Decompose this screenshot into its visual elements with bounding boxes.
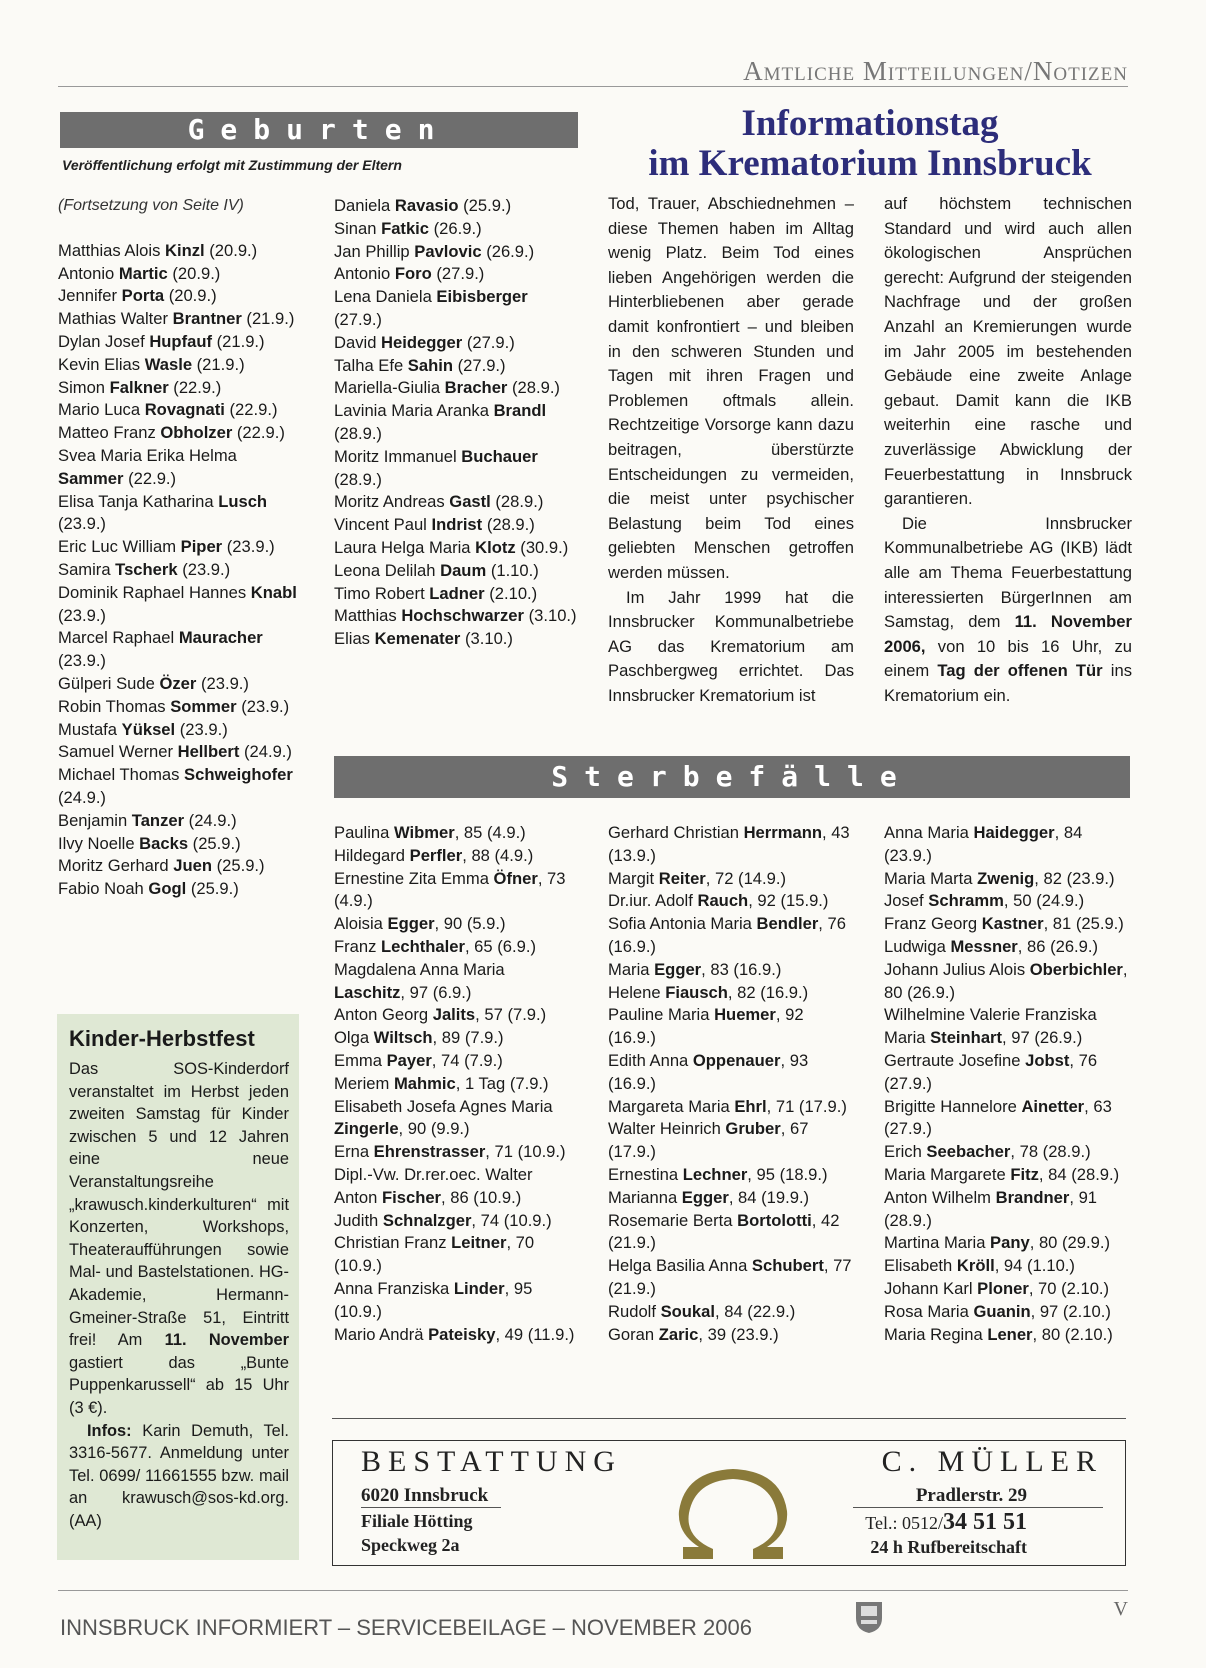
- footer-rule: [58, 1590, 1128, 1591]
- death-entry: Rudolf Soukal, 84 (22.9.): [608, 1301, 796, 1321]
- death-entry: Anton Wilhelm Brandner, 91 (28.9.): [884, 1187, 1098, 1230]
- page-number: V: [1113, 1598, 1128, 1620]
- birth-entry: Jennifer Porta (20.9.): [58, 286, 217, 306]
- death-entry: Margit Reiter, 72 (14.9.): [608, 868, 787, 888]
- birth-entry: Elisa Tanja Katharina Lusch (23.9.): [58, 491, 268, 534]
- article-paragraph: auf höchstem technischen Standard und wird auch allen ökologischen Ansprüchen gerecht: Aufgrund der steigenden Nachfrage und der großen Anzahl an Kremierungen wurde im Jahr 2005 im bestehenden Gebäude eine zweite Anlage gebaut. Damit kann die IKB weiterhin eine rasche und zuverlässige Abwicklung der Feuerbestattung in Innsbruck garantieren.: [884, 194, 1132, 509]
- death-entry: Sofia Antonia Maria Bendler, 76 (16.9.): [608, 914, 846, 956]
- ad-filiale-street: Speckweg 2a: [361, 1535, 460, 1555]
- death-entry: Ernestine Zita Emma Öfner, 73 (4.9.): [334, 868, 566, 911]
- birth-entry: Mathias Walter Brantner (21.9.): [58, 309, 295, 329]
- birth-entry: Antonio Foro (27.9.): [334, 264, 485, 284]
- death-entry: Christian Franz Leitner, 70 (10.9.): [334, 1233, 535, 1276]
- death-entry: Hildegard Perfler, 88 (4.9.): [334, 845, 534, 865]
- death-entry: Ernestina Lechner, 95 (18.9.): [608, 1164, 828, 1184]
- birth-entry: Svea Maria Erika Helma Sammer (22.9.): [58, 445, 237, 488]
- death-entry: Emma Payer, 74 (7.9.): [334, 1050, 503, 1070]
- birth-entry: Dominik Raphael Hannes Knabl (23.9.): [58, 582, 297, 625]
- crest-icon: [854, 1600, 884, 1634]
- birth-entry: Jan Phillip Pavlovic (26.9.): [334, 241, 535, 261]
- death-entry: Pauline Maria Huemer, 92 (16.9.): [608, 1005, 804, 1048]
- birth-entry: Leona Delilah Daum (1.10.): [334, 560, 539, 580]
- birth-entry: Lena Daniela Eibisberger (27.9.): [334, 287, 528, 329]
- birth-entry: Marcel Raphael Mauracher (23.9.): [58, 628, 263, 671]
- ad-brand-left: BESTATTUNG: [361, 1445, 622, 1478]
- death-entry: Johann Karl Ploner, 70 (2.10.): [884, 1278, 1110, 1298]
- birth-entry: Michael Thomas Schweighofer (24.9.): [58, 765, 293, 807]
- death-entry: Aloisia Egger, 90 (5.9.): [334, 914, 506, 934]
- death-entry: Judith Schnalzger, 74 (10.9.): [334, 1210, 552, 1230]
- ad-service: 24 h Rufbereitschaft: [870, 1537, 1027, 1557]
- birth-entry: David Heidegger (27.9.): [334, 332, 515, 352]
- death-entry: Walter Heinrich Gruber, 67 (17.9.): [608, 1119, 809, 1162]
- death-entry: Gertraute Josefine Jobst, 76 (27.9.): [884, 1050, 1098, 1093]
- death-entry: Martina Maria Pany, 80 (29.9.): [884, 1233, 1110, 1253]
- birth-entry: Mario Luca Rovagnati (22.9.): [58, 400, 278, 420]
- geburten-column-2: [334, 195, 578, 651]
- birth-entry: Fabio Noah Gogl (25.9.): [58, 879, 239, 899]
- death-entry: Erna Ehrenstrasser, 71 (10.9.): [334, 1142, 566, 1162]
- birth-entry: Robin Thomas Sommer (23.9.): [58, 696, 290, 716]
- geburten-column-1: [58, 195, 302, 901]
- birth-entry: Samira Tscherk (23.9.): [58, 559, 231, 579]
- ad-city: 6020 Innsbruck: [361, 1485, 489, 1506]
- birth-entry: Antonio Martic (20.9.): [58, 263, 221, 283]
- sterbefaelle-heading: Sterbefälle: [334, 756, 1130, 798]
- death-entry: Anna Maria Haidegger, 84 (23.9.): [884, 823, 1083, 865]
- death-entry: Elisabeth Josefa Agnes Maria Zingerle, 90 (9.9.): [334, 1096, 553, 1139]
- bestattung-ad: [332, 1440, 1126, 1566]
- death-entry: Maria Margarete Fitz, 84 (28.9.): [884, 1164, 1120, 1184]
- death-entry: Goran Zaric, 39 (23.9.): [608, 1324, 779, 1344]
- death-entry: Maria Egger, 83 (16.9.): [608, 959, 782, 979]
- death-entry: Gerhard Christian Herrmann, 43 (13.9.): [608, 823, 850, 865]
- omega-logo-icon: [663, 1467, 803, 1563]
- ad-street: Pradlerstr. 29: [915, 1485, 1027, 1506]
- geburten-subline: Veröffentlichung erfolgt mit Zustimmung der Eltern: [62, 157, 402, 173]
- death-entry: Maria Regina Lener, 80 (2.10.): [884, 1324, 1113, 1344]
- article-column-2: [884, 192, 1132, 708]
- birth-entry: Timo Robert Ladner (2.10.): [334, 583, 538, 603]
- birth-entry: Simon Falkner (22.9.): [58, 377, 222, 397]
- death-entry: Rosemarie Berta Bortolotti, 42 (21.9.): [608, 1210, 840, 1253]
- ad-rule-left: [361, 1507, 501, 1508]
- death-entry: Olga Wiltsch, 89 (7.9.): [334, 1028, 504, 1048]
- death-entry: Brigitte Hannelore Ainetter, 63 (27.9.): [884, 1096, 1112, 1139]
- death-entry: Franz Lechthaler, 65 (6.9.): [334, 936, 536, 956]
- article-column-1: [608, 192, 854, 708]
- death-entry: Marianna Egger, 84 (19.9.): [608, 1187, 810, 1207]
- article-paragraph-invitation: Die Innsbrucker Kommunalbetriebe AG (IKB) lädt alle am Thema Feuerbestattung interessierten BürgerInnen am Samstag, dem 11. November 2006, von 10 bis 16 Uhr, zu einem Tag der offenen Tür ins Krematorium ein.: [884, 513, 1133, 705]
- death-entry: Meriem Mahmic, 1 Tag (7.9.): [334, 1073, 549, 1093]
- article-paragraph: Im Jahr 1999 hat die Innsbrucker Kommunalbetriebe AG das Krematorium am Paschbergweg errichtet. Das Innsbrucker Krematorium ist: [608, 587, 854, 705]
- birth-entry: Ilvy Noelle Backs (25.9.): [58, 833, 241, 853]
- birth-entry: Moritz Gerhard Juen (25.9.): [58, 856, 265, 876]
- death-entry: Wilhelmine Valerie Franziska Maria Steinhart, 97 (26.9.): [884, 1005, 1097, 1048]
- death-entry: Mario Andrä Pateisky, 49 (11.9.): [334, 1324, 575, 1344]
- death-entry: Anna Franziska Linder, 95 (10.9.): [334, 1278, 533, 1321]
- birth-entry: Elias Kemenater (3.10.): [334, 629, 513, 649]
- birth-entry: Talha Efe Sahin (27.9.): [334, 355, 506, 375]
- section-title: Amtliche Mitteilungen/Notizen: [743, 56, 1128, 86]
- death-entry: Maria Marta Zwenig, 82 (23.9.): [884, 868, 1115, 888]
- sterbefaelle-column-2: [608, 822, 854, 1346]
- death-entry: Franz Georg Kastner, 81 (25.9.): [884, 914, 1124, 934]
- death-entry: Magdalena Anna Maria Laschitz, 97 (6.9.): [334, 959, 505, 1002]
- page-header: [58, 52, 1128, 87]
- birth-entry: Eric Luc William Piper (23.9.): [58, 537, 275, 557]
- death-entry: Dipl.-Vw. Dr.rer.oec. Walter Anton Fischer, 86 (10.9.): [334, 1164, 533, 1207]
- birth-entry: Dylan Josef Hupfauf (21.9.): [58, 331, 265, 351]
- birth-entry: Lavinia Maria Aranka Brandl (28.9.): [334, 401, 547, 443]
- footer-text: INNSBRUCK INFORMIERT – SERVICEBEILAGE – NOVEMBER 2006: [60, 1615, 752, 1640]
- ad-rule-right: [853, 1507, 1103, 1508]
- birth-entry: Sinan Fatkic (26.9.): [334, 218, 482, 238]
- death-entry: Edith Anna Oppenauer, 93 (16.9.): [608, 1050, 809, 1093]
- birth-entry: Daniela Ravasio (25.9.): [334, 196, 512, 215]
- birth-entry: Mustafa Yüksel (23.9.): [58, 719, 228, 739]
- birth-entry: Moritz Andreas Gastl (28.9.): [334, 492, 544, 512]
- death-entry: Helga Basilia Anna Schubert, 77 (21.9.): [608, 1256, 852, 1298]
- birth-entry: Mariella-Giulia Bracher (28.9.): [334, 378, 560, 398]
- ad-filiale: Filiale Hötting: [361, 1511, 473, 1531]
- article-title: [600, 104, 1140, 184]
- ad-brand-right: C. MÜLLER: [881, 1445, 1103, 1478]
- geburten-heading: Geburten: [60, 112, 578, 148]
- birth-entry: Gülperi Sude Özer (23.9.): [58, 673, 249, 693]
- birth-entry: Laura Helga Maria Klotz (30.9.): [334, 537, 569, 557]
- box-title: Kinder-Herbstfest: [69, 1026, 255, 1051]
- death-entry: Dr.iur. Adolf Rauch, 92 (15.9.): [608, 891, 829, 911]
- death-entry: Helene Fiausch, 82 (16.9.): [608, 982, 809, 1002]
- death-entry: Paulina Wibmer, 85 (4.9.): [334, 823, 526, 842]
- birth-entry: Matthias Hochschwarzer (3.10.): [334, 606, 577, 626]
- death-entry: Margareta Maria Ehrl, 71 (17.9.): [608, 1096, 847, 1116]
- birth-entry: Benjamin Tanzer (24.9.): [58, 810, 237, 830]
- box-text: Das SOS-Kinderdorf veranstaltet im Herbst jeden zweiten Samstag für Kinder zwischen 5 und 12 Jahren eine neue Veranstaltungsreihe „krawusch.kinderkulturen“ mit Konzerten, Workshops, Theateraufführungen sowie Mal- und Bastelstationen. HG-Akademie, Hermann-Gmeiner-Straße 51, Eintritt frei! Am 11. November gastiert das „Bunte Puppenkarussell“ ab 15 Uhr (3 €). Infos: Karin Demuth, Tel. 3316-5677. Anmeldung unter Tel. 0699/ 11661555 bzw. mail an krawusch@sos-kd.org. (AA): [69, 1060, 289, 1530]
- sterbefaelle-column-3: [884, 822, 1132, 1346]
- death-entry: Elisabeth Kröll, 94 (1.10.): [884, 1256, 1075, 1276]
- death-entry: Rosa Maria Guanin, 97 (2.10.): [884, 1301, 1111, 1321]
- death-entry: Anton Georg Jalits, 57 (7.9.): [334, 1005, 547, 1025]
- article-paragraph: Tod, Trauer, Abschiednehmen – diese Themen haben im Alltag wenig Platz. Beim Tod eines lieben Angehörigen werden die Hinterbliebenen aber gerade damit konfrontiert – und bleiben in den schweren Stunden und Tagen mit ihren Fragen und Problemen oftmals allein. Rechtzeitige Vorsorge kann dazu beitragen, überstürzte Entscheidungen zu vermeiden, die meist unter psychischer Belastung beim Tod eines geliebten Menschen getroffen werden müssen.: [608, 194, 854, 582]
- birth-entry: Vincent Paul Indrist (28.9.): [334, 515, 535, 535]
- birth-entry: Matthias Alois Kinzl (20.9.): [58, 240, 258, 260]
- ad-separator: [332, 1418, 1126, 1419]
- birth-entry: Moritz Immanuel Buchauer (28.9.): [334, 446, 538, 489]
- death-entry: Josef Schramm, 50 (24.9.): [884, 891, 1085, 911]
- article-title-line-1: Informationstag: [741, 103, 999, 144]
- death-entry: Ludwiga Messner, 86 (26.9.): [884, 936, 1099, 956]
- kinder-herbstfest-box: [57, 1014, 299, 1560]
- ad-phone: Tel.: 0512/34 51 51: [865, 1509, 1027, 1535]
- birth-entry: Samuel Werner Hellbert (24.9.): [58, 742, 292, 762]
- birth-entry: Matteo Franz Obholzer (22.9.): [58, 423, 285, 443]
- continuation-note: (Fortsetzung von Seite IV): [58, 197, 244, 214]
- sterbefaelle-column-1: [334, 822, 578, 1346]
- birth-entry: Kevin Elias Wasle (21.9.): [58, 354, 245, 374]
- article-title-line-2: im Krematorium Innsbruck: [648, 143, 1092, 184]
- death-entry: Erich Seebacher, 78 (28.9.): [884, 1142, 1091, 1162]
- death-entry: Johann Julius Alois Oberbichler, 80 (26.9.): [884, 959, 1128, 1002]
